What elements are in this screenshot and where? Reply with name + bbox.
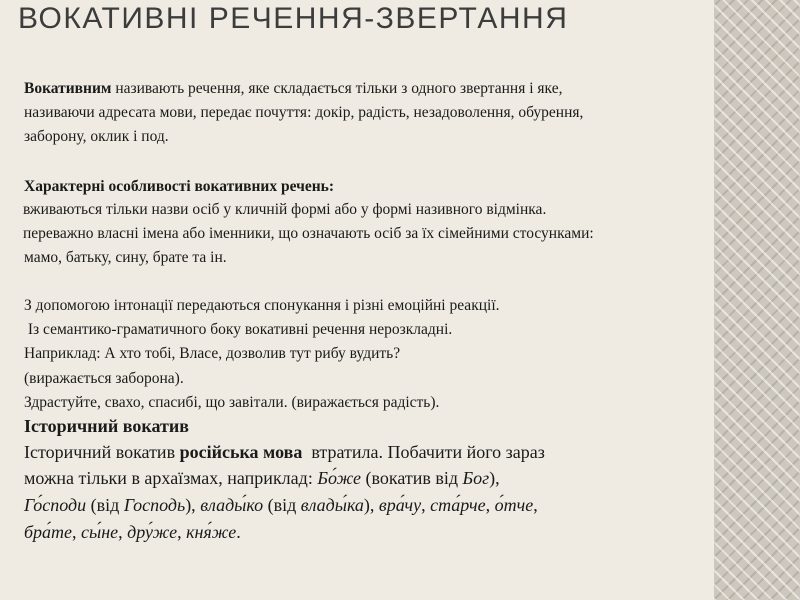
text-run: , [118, 522, 128, 542]
text-run: , [72, 522, 82, 542]
definition-line-1 [24, 80, 562, 98]
text-run: втратила. Побачити його зараз [302, 442, 545, 462]
text-run: ), [489, 468, 500, 488]
text-run-italic: влады́ка [300, 495, 364, 515]
feature-bullet-1 [10, 201, 546, 219]
text-run-italic: сы́не [81, 522, 119, 542]
definition-text: називають речення, яке складається тільки з одного звертання і яке, [111, 80, 563, 97]
text-run: (від [86, 495, 124, 515]
text-run-bold: російська мова [179, 442, 303, 462]
historic-heading-text: Історичний вокатив [24, 416, 189, 436]
text-run-italic: кня́же [186, 522, 237, 542]
decorative-side-strip [714, 0, 800, 600]
definition-line-3: заборону, оклик і под. [24, 128, 169, 145]
text-run-italic: ста́рче [430, 495, 486, 515]
text-run-italic: вра́чу [378, 495, 422, 515]
feature-bullet-2-continuation: мамо, батьку, сину, брате та ін. [24, 249, 227, 266]
text-run: , [177, 522, 187, 542]
text-run: , [421, 495, 431, 515]
example-line-3: Здрастуйте, свахо, спасибі, що завітали. (виражається радість). [24, 394, 440, 411]
text-run-italic: Го́споди [24, 495, 87, 515]
feature-bullet-2 [10, 225, 594, 243]
features-heading [24, 178, 334, 196]
example-line-2: (виражається заборона). [24, 370, 184, 387]
text-run: можна тільки в архаїзмах, наприклад: [24, 468, 318, 488]
text-run: , [533, 495, 538, 515]
text-run-italic: бра́те [24, 522, 73, 542]
historic-line-4 [24, 522, 241, 543]
example-line-1: Наприклад: А хто тобі, Власе, дозволив тут рибу вудить? [24, 345, 401, 362]
text-run-italic: Бо́же [317, 468, 361, 488]
text-run: . [236, 522, 241, 542]
historic-line-3 [24, 495, 538, 516]
historic-line-2 [24, 468, 500, 489]
paragraph-line-2: Із семантико-граматичного боку вокативні речення нерозкладні. [24, 321, 453, 338]
historic-heading [24, 416, 189, 437]
text-run: Історичний вокатив [24, 442, 180, 462]
feature-text: вживаються тільки назви осіб у кличній формі або у формі називного відмінка. [23, 201, 547, 218]
text-run: ), [363, 495, 379, 515]
feature-text: переважно власні імена або іменники, що означають осіб за їх сімейними стосунками: [23, 225, 594, 242]
text-run-italic: о́тче [494, 495, 534, 515]
text-run: ), [185, 495, 201, 515]
text-run-italic: дру́же [127, 522, 178, 542]
text-run: , [485, 495, 495, 515]
features-heading-text: Характерні особливості вокативних речень: [24, 178, 335, 195]
definition-term: Вокативним [24, 80, 112, 97]
historic-line-1 [24, 442, 545, 463]
text-run: (вокатив від [361, 468, 463, 488]
paragraph-line-1: З допомогою інтонації передаються спонукання і різні емоційні реакції. [24, 297, 500, 314]
text-run-italic: Бог [462, 468, 490, 488]
definition-line-2: називаючи адресата мови, передає почуття: докір, радість, незадоволення, обурення, [24, 104, 584, 121]
text-run: (від [263, 495, 301, 515]
text-run-italic: Господь [123, 495, 186, 515]
text-run-italic: влады́ко [200, 495, 264, 515]
slide-title: ВОКАТИВНІ РЕЧЕННЯ-ЗВЕРТАННЯ [18, 2, 569, 35]
